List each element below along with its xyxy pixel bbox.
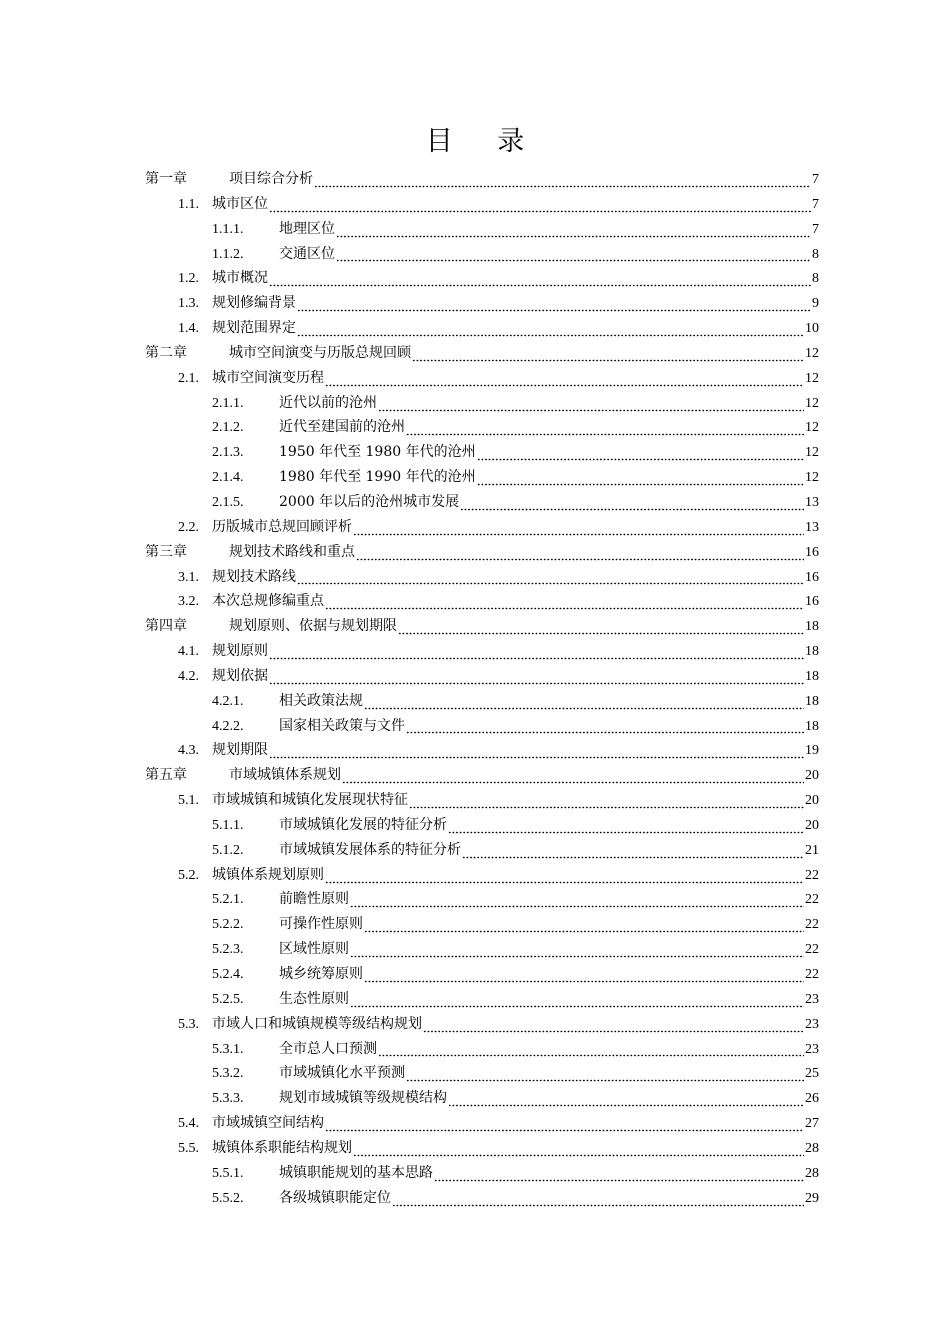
toc-entry-page-number: 16	[805, 544, 819, 560]
toc-entry-page-number: 22	[805, 917, 819, 933]
toc-entry-number: 5.2.1.	[212, 892, 244, 908]
toc-entry-page-number: 20	[805, 817, 819, 833]
toc-dot-leader	[448, 822, 804, 836]
toc-entry-title: 市域城镇化发展的特征分析	[279, 816, 447, 833]
toc-entry[interactable]	[0, 639, 950, 664]
toc-entry-line	[178, 1136, 819, 1162]
toc-entry-line	[212, 1186, 819, 1212]
toc-entry-title: 市域人口和城镇规模等级结构规划	[212, 1015, 422, 1032]
toc-entry[interactable]	[0, 714, 950, 739]
toc-entry-number: 第二章	[145, 345, 187, 361]
toc-entry-title: 地理区位	[279, 220, 335, 237]
toc-entry[interactable]	[0, 366, 950, 391]
toc-entry-number: 1.1.1.	[212, 221, 244, 237]
toc-dot-leader	[269, 747, 804, 761]
toc-entry-number: 5.2.2.	[212, 917, 244, 933]
toc-entry-number: 5.3.1.	[212, 1041, 244, 1057]
toc-dot-leader	[350, 946, 804, 960]
toc-entry-line	[212, 689, 819, 715]
toc-dot-leader	[325, 1120, 804, 1134]
toc-entry-line	[145, 167, 819, 193]
toc-list	[0, 167, 950, 1210]
toc-entry-line	[212, 962, 819, 988]
toc-entry-page-number: 20	[805, 768, 819, 784]
toc-entry-title: 城市概况	[212, 270, 268, 287]
toc-entry[interactable]	[0, 291, 950, 316]
toc-entry-title: 规划依据	[212, 667, 268, 684]
toc-entry-line	[212, 415, 819, 441]
toc-entry-number: 4.2.1.	[212, 693, 244, 709]
toc-dot-leader	[364, 698, 804, 712]
toc-entry-number: 2.1.1.	[212, 395, 244, 411]
toc-entry-line	[178, 316, 819, 342]
toc-entry-title: 区域性原则	[279, 941, 349, 958]
toc-entry-line	[212, 813, 819, 839]
toc-entry[interactable]	[0, 242, 950, 267]
toc-entry[interactable]	[0, 1161, 950, 1186]
toc-entry-number: 5.2.	[178, 867, 199, 883]
toc-entry-page-number: 20	[805, 793, 819, 809]
toc-entry-page-number: 22	[805, 867, 819, 883]
toc-entry-line	[178, 266, 819, 292]
toc-entry[interactable]	[0, 440, 950, 465]
toc-entry-line	[178, 1012, 819, 1038]
toc-entry-page-number: 7	[812, 172, 819, 187]
toc-entry-number: 3.1.	[178, 569, 199, 585]
toc-entry-number: 1.1.	[178, 196, 199, 212]
toc-entry-title: 项目综合分析	[229, 171, 313, 187]
toc-entry-page-number: 7	[812, 221, 819, 237]
toc-entry-page-number: 12	[805, 470, 819, 486]
toc-entry-page-number: 12	[805, 445, 819, 461]
toc-entry-page-number: 16	[805, 594, 819, 610]
toc-entry-title: 前瞻性原则	[279, 891, 349, 908]
toc-entry-number: 5.5.1.	[212, 1165, 244, 1181]
toc-dot-leader	[325, 598, 804, 612]
toc-entry-line	[212, 490, 819, 516]
toc-entry-title: 规划修编背景	[212, 295, 296, 312]
toc-entry-title: 市域城镇空间结构	[212, 1115, 324, 1132]
toc-entry-title: 规划原则	[212, 643, 268, 660]
toc-entry-title: 城市区位	[212, 195, 268, 212]
toc-entry-title: 规划期限	[212, 742, 268, 759]
toc-entry-line	[212, 912, 819, 938]
toc-entry-number: 1.4.	[178, 321, 199, 337]
toc-entry-title: 生态性原则	[279, 990, 349, 1007]
toc-dot-leader	[353, 524, 804, 538]
toc-entry-line	[212, 838, 819, 864]
toc-entry-number: 2.1.4.	[212, 470, 244, 486]
toc-dot-leader	[378, 1045, 804, 1059]
toc-entry-page-number: 26	[805, 1091, 819, 1107]
toc-entry-title: 市域城镇体系规划	[229, 767, 341, 784]
toc-entry-title: 国家相关政策与文件	[279, 717, 405, 734]
toc-entry-title: 可操作性原则	[279, 916, 363, 933]
toc-dot-leader	[412, 350, 804, 364]
toc-title: 目 录	[425, 126, 543, 157]
toc-entry[interactable]	[0, 689, 950, 714]
toc-entry-number: 1.1.2.	[212, 246, 244, 262]
toc-entry-title: 市域城镇和城镇化发展现状特征	[212, 792, 408, 809]
toc-dot-leader	[477, 449, 804, 463]
toc-entry-number: 第四章	[145, 619, 187, 635]
toc-entry-page-number: 28	[805, 1140, 819, 1156]
toc-entry-page-number: 27	[805, 1116, 819, 1132]
toc-entry-number: 5.5.	[178, 1140, 199, 1156]
toc-dot-leader	[462, 847, 804, 861]
toc-entry-line	[212, 1061, 819, 1087]
toc-entry-line	[145, 540, 819, 566]
toc-dot-leader	[336, 250, 811, 264]
toc-entry-title: 城镇体系职能结构规划	[212, 1139, 352, 1156]
toc-entry-page-number: 23	[805, 1016, 819, 1032]
toc-entry[interactable]	[0, 465, 950, 490]
toc-dot-leader	[423, 1021, 804, 1035]
toc-entry-number: 5.1.2.	[212, 842, 244, 858]
toc-entry[interactable]	[0, 1037, 950, 1062]
toc-dot-leader	[325, 872, 804, 886]
toc-dot-leader	[406, 722, 804, 736]
toc-entry-title: 交通区位	[279, 245, 335, 262]
toc-dot-leader	[353, 1145, 804, 1159]
toc-entry[interactable]	[0, 912, 950, 937]
toc-entry[interactable]	[0, 217, 950, 242]
toc-entry-number: 3.2.	[178, 594, 199, 610]
toc-entry-title: 市域城镇发展体系的特征分析	[279, 841, 461, 858]
toc-entry[interactable]	[0, 1136, 950, 1161]
toc-entry-title: 规划市域城镇等级规模结构	[279, 1090, 447, 1107]
toc-entry[interactable]	[0, 987, 950, 1012]
toc-entry-line	[212, 465, 819, 491]
toc-dot-leader	[297, 300, 811, 314]
toc-dot-leader	[378, 400, 804, 414]
toc-entry-page-number: 13	[805, 494, 819, 510]
toc-entry-number: 5.4.	[178, 1116, 199, 1132]
toc-dot-leader	[356, 549, 804, 563]
toc-entry-number: 4.1.	[178, 644, 199, 660]
toc-entry-number: 2.1.3.	[212, 445, 244, 461]
toc-entry[interactable]	[0, 1186, 950, 1211]
toc-entry-title: 城市空间演变与历版总规回顾	[229, 344, 411, 361]
toc-entry-line	[212, 714, 819, 740]
toc-dot-leader	[460, 499, 804, 513]
toc-entry-number: 第一章	[145, 172, 187, 187]
toc-entry-title: 各级城镇职能定位	[279, 1189, 391, 1206]
toc-entry-line	[178, 738, 819, 764]
toc-entry-page-number: 12	[805, 395, 819, 411]
toc-entry[interactable]	[0, 515, 950, 540]
toc-dot-leader	[448, 1095, 804, 1109]
toc-entry[interactable]	[0, 838, 950, 863]
toc-entry-line	[145, 614, 819, 640]
toc-entry-number: 5.5.2.	[212, 1190, 244, 1206]
toc-entry-number: 5.3.	[178, 1016, 199, 1032]
toc-entry-page-number: 23	[805, 991, 819, 1007]
toc-entry-number: 4.2.	[178, 668, 199, 684]
toc-entry-number: 2.2.	[178, 519, 199, 535]
toc-entry[interactable]	[0, 1061, 950, 1086]
toc-dot-leader	[325, 375, 804, 389]
toc-entry-page-number: 18	[805, 668, 819, 684]
toc-entry-page-number: 13	[805, 519, 819, 535]
toc-entry-page-number: 29	[805, 1190, 819, 1206]
toc-entry-line	[178, 291, 819, 317]
toc-entry-number: 1.3.	[178, 296, 199, 312]
toc-dot-leader	[269, 275, 811, 289]
toc-entry-title: 2000 年以后的沧州城市发展	[279, 493, 460, 510]
toc-entry-number: 5.2.4.	[212, 967, 244, 982]
toc-entry-line	[145, 763, 819, 789]
toc-dot-leader	[269, 673, 804, 687]
toc-entry[interactable]	[0, 490, 950, 515]
toc-entry-page-number: 18	[805, 619, 819, 635]
toc-entry-title: 本次总规修编重点	[212, 593, 324, 610]
toc-entry-title: 近代至建国前的沧州	[279, 419, 405, 436]
toc-entry-line	[212, 217, 819, 243]
toc-entry-title: 城市空间演变历程	[212, 369, 324, 386]
toc-entry[interactable]	[0, 167, 950, 192]
toc-entry-line	[178, 1111, 819, 1137]
toc-entry[interactable]	[0, 614, 950, 639]
toc-entry[interactable]	[0, 664, 950, 689]
toc-entry-page-number: 22	[805, 942, 819, 958]
toc-dot-leader	[350, 896, 804, 910]
toc-entry[interactable]	[0, 391, 950, 416]
toc-entry-title: 近代以前的沧州	[279, 394, 377, 411]
toc-entry[interactable]	[0, 937, 950, 962]
toc-entry[interactable]	[0, 589, 950, 614]
toc-entry-number: 5.1.	[178, 793, 199, 809]
toc-entry-page-number: 22	[805, 892, 819, 908]
toc-entry[interactable]	[0, 788, 950, 813]
toc-dot-leader	[297, 573, 804, 587]
toc-entry-line	[212, 937, 819, 963]
toc-entry-line	[212, 440, 819, 466]
toc-entry-title: 城镇体系规划原则	[212, 866, 324, 883]
toc-entry-page-number: 9	[812, 296, 819, 312]
toc-entry-page-number: 18	[805, 693, 819, 709]
toc-entry-line	[212, 1086, 819, 1112]
toc-entry[interactable]	[0, 266, 950, 291]
toc-entry-page-number: 12	[805, 420, 819, 436]
toc-dot-leader	[269, 201, 811, 215]
toc-dot-leader	[434, 1170, 804, 1184]
toc-dot-leader	[350, 996, 804, 1010]
toc-entry-line	[178, 788, 819, 814]
toc-entry[interactable]	[0, 341, 950, 366]
toc-entry-line	[212, 391, 819, 417]
toc-entry-title: 相关政策法规	[279, 692, 363, 709]
toc-dot-leader	[269, 648, 804, 662]
toc-entry[interactable]	[0, 763, 950, 788]
toc-entry[interactable]	[0, 738, 950, 763]
toc-entry-number: 5.2.5.	[212, 991, 244, 1007]
toc-entry[interactable]	[0, 1012, 950, 1037]
toc-entry-title: 1980 年代至 1990 年代的沧州	[279, 469, 476, 486]
toc-entry-page-number: 12	[805, 370, 819, 386]
toc-entry-page-number: 8	[812, 246, 819, 262]
toc-entry-number: 第三章	[145, 544, 187, 560]
toc-entry-line	[178, 664, 819, 690]
toc-entry[interactable]	[0, 962, 950, 987]
toc-entry[interactable]	[0, 540, 950, 565]
toc-entry-page-number: 16	[805, 569, 819, 585]
toc-entry-title: 全市总人口预测	[279, 1040, 377, 1057]
toc-entry-number: 5.3.2.	[212, 1066, 244, 1082]
toc-entry-number: 2.1.	[178, 370, 199, 386]
toc-entry[interactable]	[0, 192, 950, 217]
toc-entry[interactable]	[0, 813, 950, 838]
toc-dot-leader	[406, 424, 804, 438]
toc-entry-line	[212, 887, 819, 913]
toc-entry-number: 1.2.	[178, 271, 199, 287]
toc-entry-title: 城镇职能规划的基本思路	[279, 1164, 433, 1181]
toc-entry-title: 市域城镇化水平预测	[279, 1065, 405, 1082]
toc-entry-number: 4.3.	[178, 743, 199, 759]
toc-entry-title: 历版城市总规回顾评析	[212, 518, 352, 535]
toc-dot-leader	[477, 474, 804, 488]
toc-entry-line	[178, 565, 819, 591]
toc-entry[interactable]	[0, 1086, 950, 1111]
toc-dot-leader	[297, 325, 804, 339]
toc-dot-leader	[406, 1070, 804, 1084]
toc-entry-page-number: 18	[805, 718, 819, 734]
toc-entry-number: 5.1.1.	[212, 817, 244, 833]
toc-dot-leader	[409, 797, 804, 811]
toc-entry-line	[212, 1037, 819, 1063]
toc-entry-line	[178, 366, 819, 392]
toc-entry-page-number: 12	[805, 345, 819, 361]
toc-entry[interactable]	[0, 887, 950, 912]
toc-dot-leader	[342, 772, 804, 786]
toc-entry-number: 5.3.3.	[212, 1091, 244, 1107]
toc-entry-line	[178, 589, 819, 615]
toc-entry-number: 第五章	[145, 768, 187, 784]
toc-entry-line	[178, 639, 819, 665]
toc-entry-title: 城乡统筹原则	[279, 966, 363, 982]
toc-entry-page-number: 22	[805, 967, 819, 982]
toc-entry-number: 2.1.2.	[212, 420, 244, 436]
toc-entry-line	[212, 1161, 819, 1187]
toc-entry-page-number: 8	[812, 271, 819, 287]
toc-entry-page-number: 10	[805, 321, 819, 337]
toc-entry-page-number: 28	[805, 1165, 819, 1181]
toc-entry-title: 规划范围界定	[212, 320, 296, 337]
toc-dot-leader	[336, 226, 811, 240]
toc-entry-page-number: 25	[805, 1066, 819, 1082]
toc-entry-page-number: 19	[805, 743, 819, 759]
toc-entry-title: 规划原则、依据与规划期限	[229, 618, 397, 635]
toc-entry-line	[178, 863, 819, 889]
toc-entry-page-number: 21	[805, 842, 819, 858]
toc-entry[interactable]	[0, 1111, 950, 1136]
toc-entry-page-number: 18	[805, 644, 819, 660]
toc-dot-leader	[364, 921, 804, 935]
toc-entry-number: 2.1.5.	[212, 494, 244, 510]
toc-dot-leader	[364, 971, 804, 985]
toc-entry-title: 规划技术路线和重点	[229, 543, 355, 560]
toc-entry-page-number: 7	[812, 196, 819, 212]
toc-entry-title: 规划技术路线	[212, 568, 296, 585]
toc-entry-line	[178, 192, 819, 218]
toc-dot-leader	[398, 623, 804, 637]
toc-entry-line	[212, 987, 819, 1013]
toc-entry-title: 1950 年代至 1980 年代的沧州	[279, 444, 476, 461]
toc-entry-line	[212, 242, 819, 268]
toc-entry-number: 5.2.3.	[212, 942, 244, 958]
toc-entry-number: 4.2.2.	[212, 718, 244, 734]
toc-entry-page-number: 23	[805, 1041, 819, 1057]
toc-entry-line	[145, 341, 819, 367]
toc-dot-leader	[392, 1195, 804, 1209]
toc-entry[interactable]	[0, 863, 950, 888]
toc-entry[interactable]	[0, 415, 950, 440]
toc-dot-leader	[314, 176, 811, 190]
toc-entry-line	[178, 515, 819, 541]
toc-entry[interactable]	[0, 316, 950, 341]
toc-entry[interactable]	[0, 565, 950, 590]
